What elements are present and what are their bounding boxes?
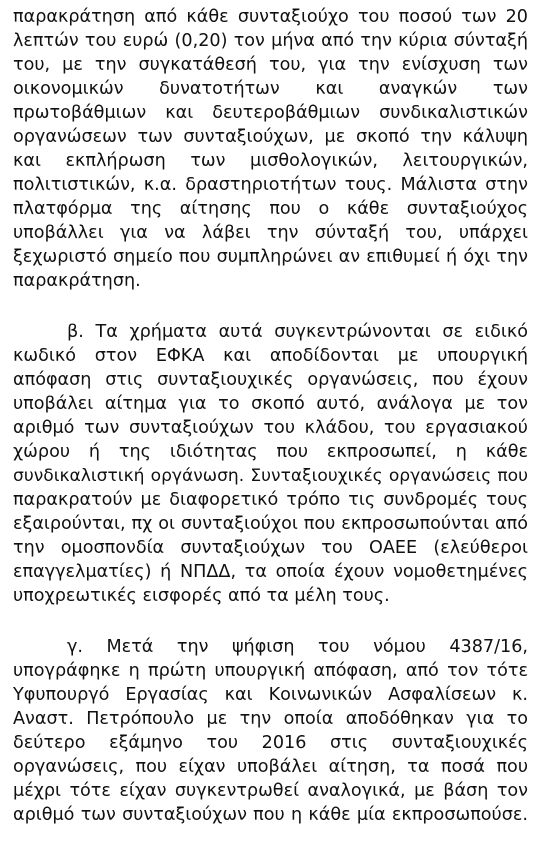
text-line: εξαιρούνται, πχ οι συνταξιούχοι που εκπροσωπούνται από <box>13 514 528 534</box>
text-line: χώρου ή της ιδιότητας που εκπροσωπεί, η κάθε <box>13 442 528 462</box>
text-line: οργανώσεων των συνταξιούχων, με σκοπό την κάλυψη <box>13 127 528 147</box>
text-line: ξεχωριστό σημείο που συμπληρώνει αν επιθυμεί ή όχι την <box>13 247 528 267</box>
text-line: την ομοσπονδία συνταξιούχων του ΟΑΕΕ (ελεύθεροι <box>13 538 528 558</box>
text-line: πολιτιστικών, κ.α. δραστηριοτήτων τους. Μάλιστα στην <box>13 175 528 195</box>
text-line: υποχρεωτικές εισφορές από τα μέλη τους. <box>13 586 390 606</box>
text-line: μέχρι τότε είχαν συγκεντρωθεί αναλογικά, με βάση τον <box>13 781 528 801</box>
text-line: υπογράφηκε η πρώτη υπουργική απόφαση, από τον τότε <box>13 661 528 681</box>
text-line: οργανώσεις, που είχαν υποβάλει αίτηση, τα ποσά που <box>13 757 528 777</box>
text-line: β. Τα χρήματα αυτά συγκεντρώνονται σε ειδικό <box>67 322 528 342</box>
text-line: υποβάλει αίτημα για το σκοπό αυτό, ανάλογα με τον <box>13 394 528 414</box>
text-line: πρωτοβάθμιων και δευτεροβάθμιων συνδικαλιστικών <box>13 103 528 123</box>
text-line: γ. Μετά την ψήφιση του νόμου 4387/16, <box>67 637 528 657</box>
text-line: Υφυπουργό Εργασίας και Κοινωνικών Ασφαλίσεων κ. <box>13 685 528 705</box>
text-line: δεύτερο εξάμηνο του 2016 στις συνταξιουχικές <box>13 733 528 753</box>
text-line: λεπτών του ευρώ (0,20) τον μήνα από την κύρια σύνταξή <box>13 31 528 51</box>
text-line: παρακράτηση από κάθε συνταξιούχο του ποσού των 20 <box>13 7 528 27</box>
text-line: παρακρατούν με διαφορετικό τρόπο τις συνδρομές τους <box>13 490 528 510</box>
text-line: Αναστ. Πετρόπουλο με την οποία αποδόθηκαν για το <box>13 709 528 729</box>
text-line: πλατφόρμα της αίτησης που ο κάθε συνταξιούχος <box>13 199 528 219</box>
text-line: απόφαση στις συνταξιουχικές οργανώσεις, που έχουν <box>13 370 528 390</box>
text-line: αριθμό των συνταξιούχων που η κάθε μία εκπροσωπούσε. <box>13 805 528 825</box>
text-line: του, με την συγκατάθεσή του, για την ενίσχυση των <box>13 55 528 75</box>
text-line: υποβάλλει για να λάβει την σύνταξή του, υπάρχει <box>13 223 528 243</box>
text-line: κωδικό στον ΕΦΚΑ και αποδίδονται με υπουργική <box>13 346 528 366</box>
text-line: συνδικαλιστική οργάνωση. Συνταξιουχικές οργανώσεις που <box>13 466 528 486</box>
text-line: παρακράτηση. <box>13 271 141 291</box>
text-line: επαγγελματίες) ή ΝΠΔΔ, τα οποία έχουν νομοθετημένες <box>13 562 528 582</box>
text-line: οικονομικών δυνατοτήτων και αναγκών των <box>13 79 528 99</box>
text-line: και εκπλήρωση των μισθολογικών, λειτουργικών, <box>13 151 528 171</box>
text-line: αριθμό των συνταξιούχων του κλάδου, του εργασιακού <box>13 418 528 438</box>
